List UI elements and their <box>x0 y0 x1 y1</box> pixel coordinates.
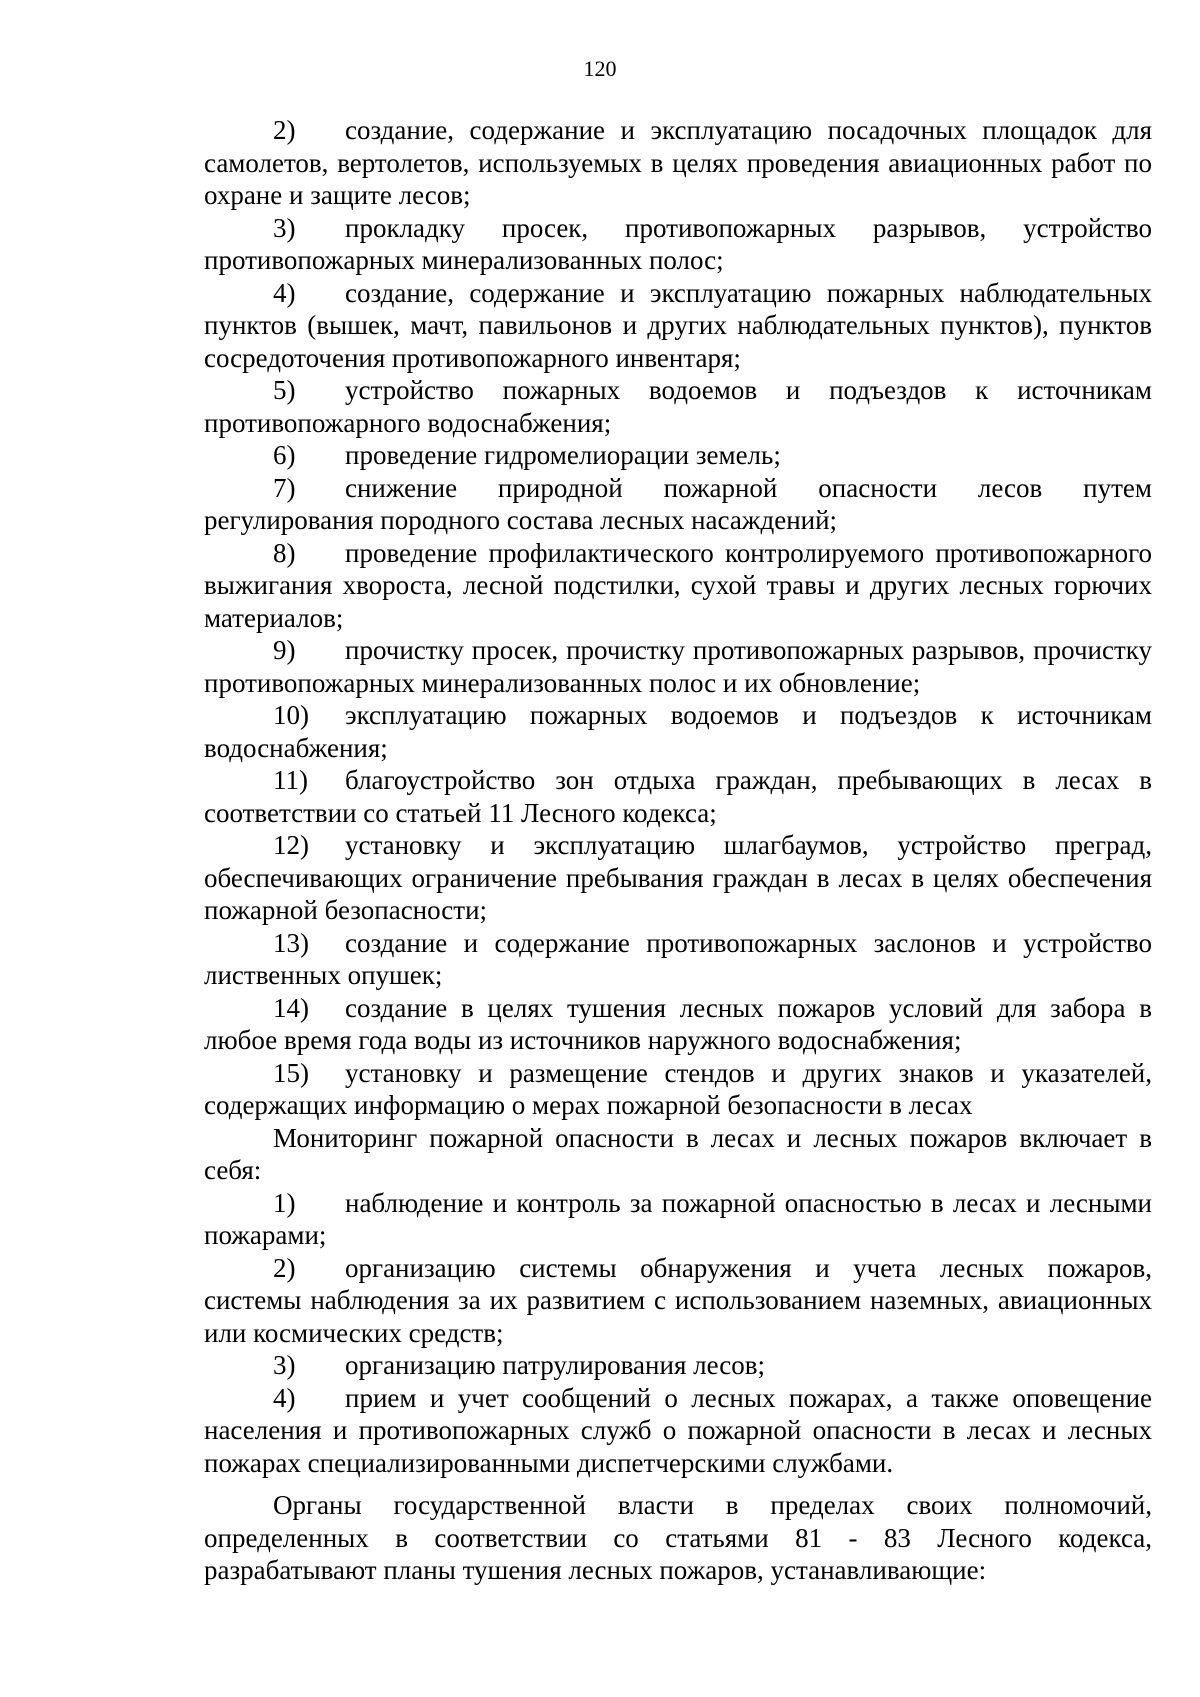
item-text: установку и размещение стендов и других знаков и указателей, содержащих информацию о мерах пожарной безопасности в лесах <box>204 1057 1152 1120</box>
list-item <box>204 764 1152 829</box>
item-text: снижение природной пожарной опасности лесов путем регулирования породного состава лесных насаждений; <box>204 472 1152 535</box>
list-item <box>204 699 1152 764</box>
item-number: 6) <box>273 440 296 470</box>
list-item <box>204 992 1152 1057</box>
item-number: 11) <box>273 765 308 795</box>
item-number: 4) <box>273 277 296 308</box>
item-text: прокладку просек, противопожарных разрывов, устройство противопожарных минерализованных полос; <box>204 212 1152 275</box>
list-item <box>204 1187 1152 1252</box>
item-number: 8) <box>273 537 296 568</box>
list-item <box>204 829 1152 927</box>
item-number: 2) <box>273 1252 296 1283</box>
item-text: организацию системы обнаружения и учета лесных пожаров, системы наблюдения за их развитием с использованием наземных, авиационных или космических средств; <box>204 1252 1152 1348</box>
document-body <box>204 114 1152 1587</box>
item-text: создание в целях тушения лесных пожаров условий для забора в любое время года воды из источников наружного водоснабжения; <box>204 992 1152 1055</box>
list-item <box>204 277 1152 375</box>
list-item <box>204 374 1152 439</box>
item-number: 3) <box>273 1350 296 1380</box>
item-number: 5) <box>273 375 296 405</box>
list-item <box>204 439 1152 472</box>
item-text: проведение профилактического контролируемого противопожарного выжигания хвороста, лесной подстилки, сухой травы и других лесных горючих материалов; <box>204 537 1152 633</box>
item-number: 7) <box>273 472 296 503</box>
item-number: 1) <box>273 1187 296 1218</box>
item-text: организацию патрулирования лесов; <box>345 1350 765 1380</box>
monitoring-list <box>204 1187 1152 1480</box>
item-text: проведение гидромелиорации земель; <box>345 440 781 470</box>
item-text: наблюдение и контроль за пожарной опасностью в лесах и лесными пожарами; <box>204 1187 1152 1250</box>
list-item <box>204 927 1152 992</box>
item-number: 13) <box>273 927 309 958</box>
list-item <box>204 537 1152 635</box>
list-item <box>204 114 1152 212</box>
item-text: благоустройство зон отдыха граждан, пребывающих в лесах в соответствии со статьей 11 Лесного кодекса; <box>204 765 1152 828</box>
item-number: 14) <box>273 992 309 1023</box>
item-text: эксплуатацию пожарных водоемов и подъездов к источникам водоснабжения; <box>204 700 1152 763</box>
closing-paragraph: Органы государственной власти в пределах своих полномочий, определенных в соответствии со статьями 81 - 83 Лесного кодекса, разрабатывают планы тушения лесных пожаров, устанавливающие: <box>204 1490 1152 1585</box>
item-text: прочистку просек, прочистку противопожарных разрывов, прочистку противопожарных минерализованных полос и их обновление; <box>204 635 1152 698</box>
measures-list <box>204 114 1152 1122</box>
item-number: 4) <box>273 1382 296 1413</box>
item-number: 10) <box>273 700 309 730</box>
item-text: создание и содержание противопожарных заслонов и устройство лиственных опушек; <box>204 927 1152 990</box>
item-number: 2) <box>273 115 296 145</box>
item-number: 9) <box>273 635 296 665</box>
list-item <box>204 472 1152 537</box>
item-number: 12) <box>273 830 309 860</box>
list-item <box>204 1349 1152 1382</box>
page-number: 120 <box>583 56 617 81</box>
item-text: устройство пожарных водоемов и подъездов к источникам противопожарного водоснабжения; <box>204 375 1152 438</box>
list-item <box>204 1382 1152 1480</box>
list-item <box>204 1252 1152 1350</box>
item-text: создание, содержание и эксплуатацию пожарных наблюдательных пунктов (вышек, мачт, павильонов и других наблюдательных пунктов), пунктов сосредоточения противопожарного инвентаря; <box>204 277 1152 373</box>
list-item <box>204 212 1152 277</box>
item-number: 3) <box>273 212 296 243</box>
monitoring-intro: Мониторинг пожарной опасности в лесах и лесных пожаров включает в себя: <box>204 1122 1152 1185</box>
list-item <box>204 1057 1152 1122</box>
item-text: создание, содержание и эксплуатацию посадочных площадок для самолетов, вертолетов, используемых в целях проведения авиационных работ по охране и защите лесов; <box>204 115 1152 210</box>
list-item <box>204 634 1152 699</box>
item-text: установку и эксплуатацию шлагбаумов, устройство преград, обеспечивающих ограничение пребывания граждан в лесах в целях обеспечения пожарной безопасности; <box>204 830 1152 925</box>
item-number: 15) <box>273 1057 309 1088</box>
item-text: прием и учет сообщений о лесных пожарах, а также оповещение населения и противопожарных служб о пожарной опасности в лесах и лесных пожарах специализированными диспетчерскими службами. <box>204 1382 1152 1478</box>
